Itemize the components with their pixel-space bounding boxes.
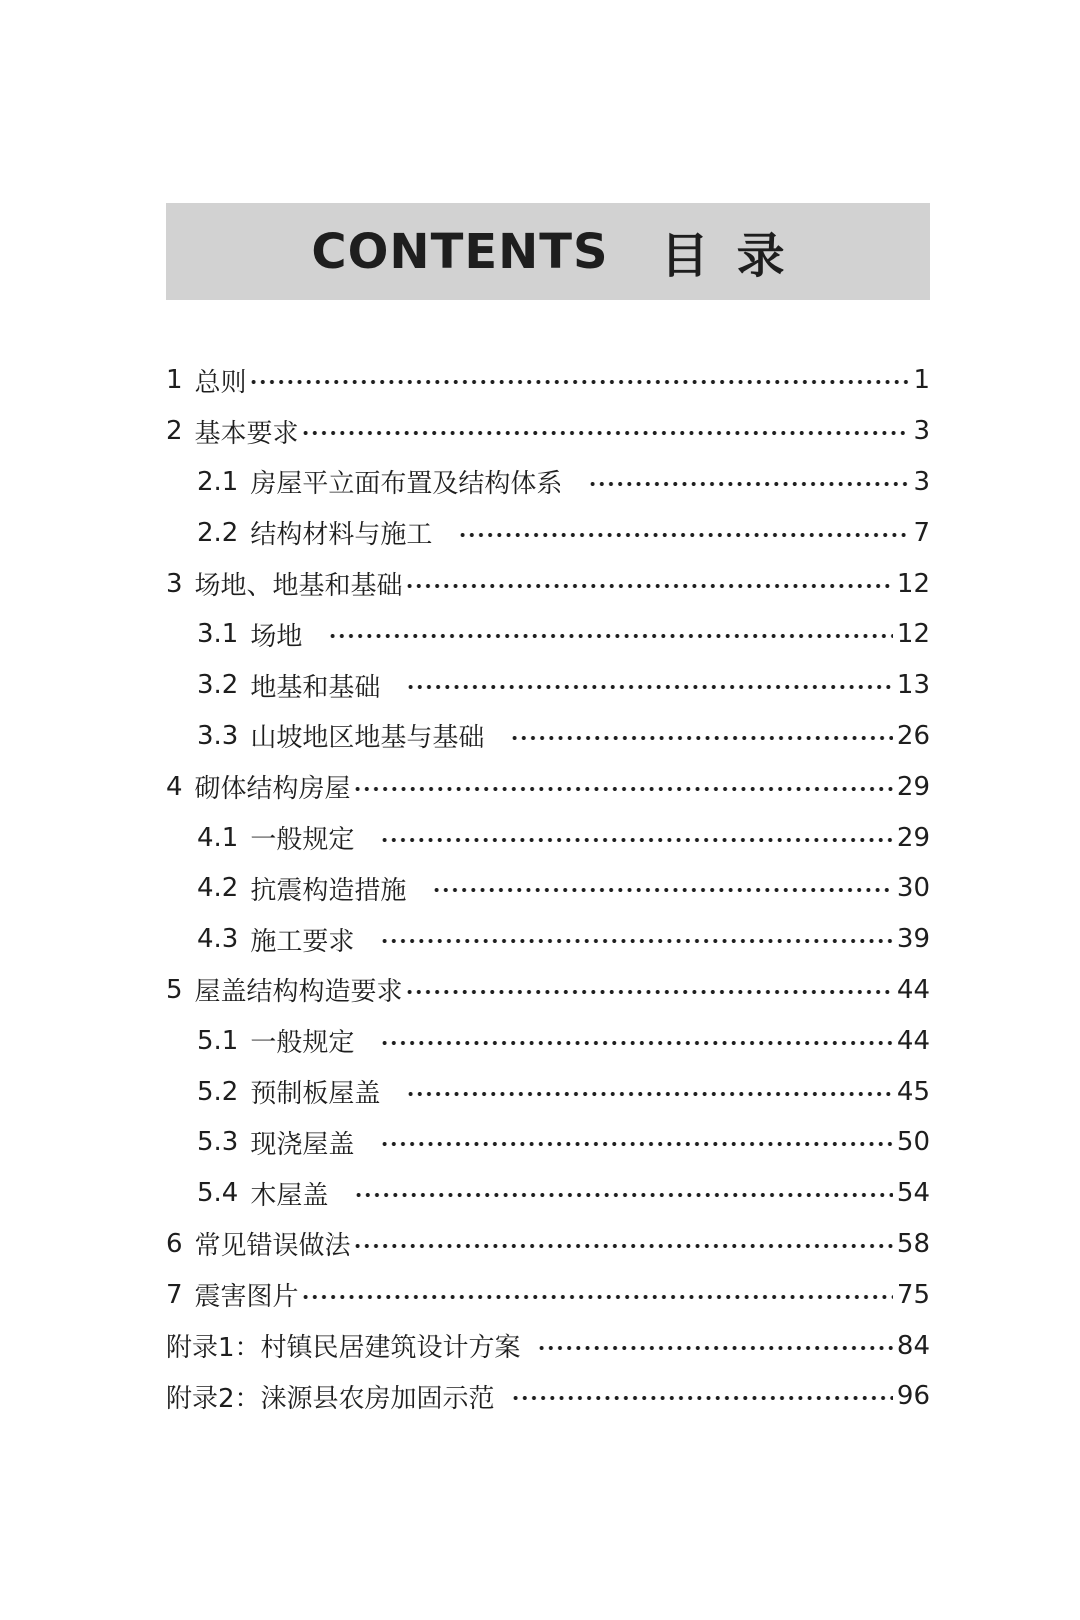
toc-entry[interactable]: [166, 711, 930, 762]
toc-entry-number: 2.2: [197, 517, 239, 548]
toc-entry-title: 施工要求: [250, 926, 355, 957]
toc-dot-leader: [537, 1345, 893, 1351]
toc-entry-number: 3.1: [197, 619, 239, 650]
toc-entry-title: 屋盖结构构造要求: [194, 977, 403, 1008]
toc-entry[interactable]: [166, 406, 930, 457]
toc-dot-leader: [406, 1091, 893, 1097]
toc-entry-page-number: 44: [896, 974, 930, 1005]
toc-entry[interactable]: [166, 355, 930, 406]
toc-entry-title: 常见错误做法: [194, 1231, 351, 1262]
toc-entry[interactable]: [166, 660, 930, 711]
toc-entry[interactable]: [166, 1371, 930, 1422]
toc-entry-title: 抗震构造措施: [250, 875, 407, 906]
toc-entry-page-number: 96: [896, 1381, 930, 1412]
toc-entry[interactable]: [166, 1168, 930, 1219]
toc-entry-number: 4.2: [197, 873, 239, 904]
toc-entry-number: 6: [166, 1228, 183, 1259]
toc-entry-title: 砌体结构房屋: [194, 774, 351, 805]
toc-entry-title: 房屋平立面布置及结构体系: [250, 469, 563, 500]
toc-entry-page-number: 12: [896, 619, 930, 650]
toc-dot-leader: [353, 1243, 893, 1249]
toc-dot-leader: [588, 481, 909, 487]
toc-entry[interactable]: [166, 1117, 930, 1168]
toc-entry[interactable]: [166, 1320, 930, 1371]
toc-entry-page-number: 26: [896, 720, 930, 751]
contents-title-chinese: 目录: [660, 228, 813, 284]
contents-title-banner: [166, 203, 930, 300]
toc-entry-page-number: 84: [896, 1330, 930, 1361]
toc-entry-page-number: 50: [896, 1127, 930, 1158]
toc-dot-leader: [458, 532, 909, 538]
toc-entry-page-number: 39: [896, 924, 930, 955]
toc-entry-number: 5: [166, 974, 183, 1005]
toc-dot-leader: [380, 1141, 893, 1147]
toc-entry-title: 附录1：村镇民居建筑设计方案: [166, 1333, 521, 1364]
toc-entry[interactable]: [166, 558, 930, 609]
toc-entry-title: 场地、地基和基础: [194, 571, 403, 602]
toc-entry-number: 4: [166, 771, 183, 802]
table-of-contents: [166, 355, 930, 1422]
toc-dot-leader: [249, 379, 910, 385]
toc-entry-number: 5.2: [197, 1076, 239, 1107]
toc-entry[interactable]: [166, 914, 930, 965]
toc-entry-page-number: 13: [896, 670, 930, 701]
toc-entry[interactable]: [166, 1269, 930, 1320]
toc-dot-leader: [380, 938, 893, 944]
toc-entry-number: 2: [166, 416, 183, 447]
toc-dot-leader: [354, 1192, 893, 1198]
toc-dot-leader: [406, 684, 893, 690]
toc-entry[interactable]: [166, 812, 930, 863]
toc-entry-number: 4.1: [197, 822, 239, 853]
toc-entry-page-number: 58: [896, 1228, 930, 1259]
toc-entry-page-number: 7: [913, 517, 930, 548]
toc-entry-page-number: 44: [896, 1025, 930, 1056]
toc-dot-leader: [380, 1040, 893, 1046]
toc-entry[interactable]: [166, 507, 930, 558]
toc-entry-title: 总则: [194, 367, 247, 398]
toc-entry-title: 现浇屋盖: [250, 1129, 355, 1160]
toc-entry[interactable]: [166, 761, 930, 812]
toc-entry-title: 震害图片: [194, 1282, 299, 1313]
toc-dot-leader: [405, 583, 893, 589]
toc-dot-leader: [301, 430, 910, 436]
toc-entry-page-number: 45: [896, 1076, 930, 1107]
toc-dot-leader: [432, 887, 893, 893]
toc-entry-number: 5.1: [197, 1025, 239, 1056]
contents-title-english: CONTENTS: [311, 223, 609, 280]
toc-entry-number: 4.3: [197, 924, 239, 955]
toc-dot-leader: [510, 735, 893, 741]
toc-entry-title: 附录2：涞源县农房加固示范: [166, 1383, 495, 1414]
toc-entry-number: 5.3: [197, 1127, 239, 1158]
toc-entry-title: 山坡地区地基与基础: [250, 723, 485, 754]
toc-dot-leader: [380, 837, 893, 843]
toc-entry-number: 3: [166, 568, 183, 599]
toc-entry-title: 场地: [250, 621, 303, 652]
toc-entry[interactable]: [166, 1015, 930, 1066]
toc-entry-page-number: 12: [896, 568, 930, 599]
toc-dot-leader: [405, 989, 893, 995]
toc-entry[interactable]: [166, 863, 930, 914]
toc-entry-title: 结构材料与施工: [250, 520, 433, 551]
toc-dot-leader: [328, 633, 893, 639]
toc-entry-title: 一般规定: [250, 825, 355, 856]
toc-entry-number: 5.4: [197, 1178, 239, 1209]
toc-entry-title: 预制板屋盖: [250, 1079, 381, 1110]
toc-dot-leader: [353, 786, 893, 792]
toc-entry-number: 1: [166, 365, 183, 396]
toc-entry-page-number: 3: [913, 416, 930, 447]
toc-entry[interactable]: [166, 1066, 930, 1117]
toc-entry-page-number: 30: [896, 873, 930, 904]
toc-dot-leader: [511, 1395, 893, 1401]
toc-entry[interactable]: [166, 1219, 930, 1270]
toc-entry-page-number: 29: [896, 822, 930, 853]
toc-entry[interactable]: [166, 965, 930, 1016]
toc-entry-page-number: 3: [913, 466, 930, 497]
toc-dot-leader: [301, 1294, 893, 1300]
toc-entry-title: 一般规定: [250, 1028, 355, 1059]
toc-entry-number: 2.1: [197, 466, 239, 497]
toc-entry-page-number: 1: [913, 365, 930, 396]
toc-entry-number: 3.3: [197, 720, 239, 751]
toc-entry-page-number: 54: [896, 1178, 930, 1209]
toc-entry-page-number: 29: [896, 771, 930, 802]
toc-entry[interactable]: [166, 609, 930, 660]
toc-entry-title: 基本要求: [194, 418, 299, 449]
toc-entry[interactable]: [166, 457, 930, 508]
toc-entry-number: 7: [166, 1279, 183, 1310]
toc-entry-title: 地基和基础: [250, 672, 381, 703]
toc-entry-page-number: 75: [896, 1279, 930, 1310]
toc-entry-number: 3.2: [197, 670, 239, 701]
toc-entry-title: 木屋盖: [250, 1180, 329, 1211]
